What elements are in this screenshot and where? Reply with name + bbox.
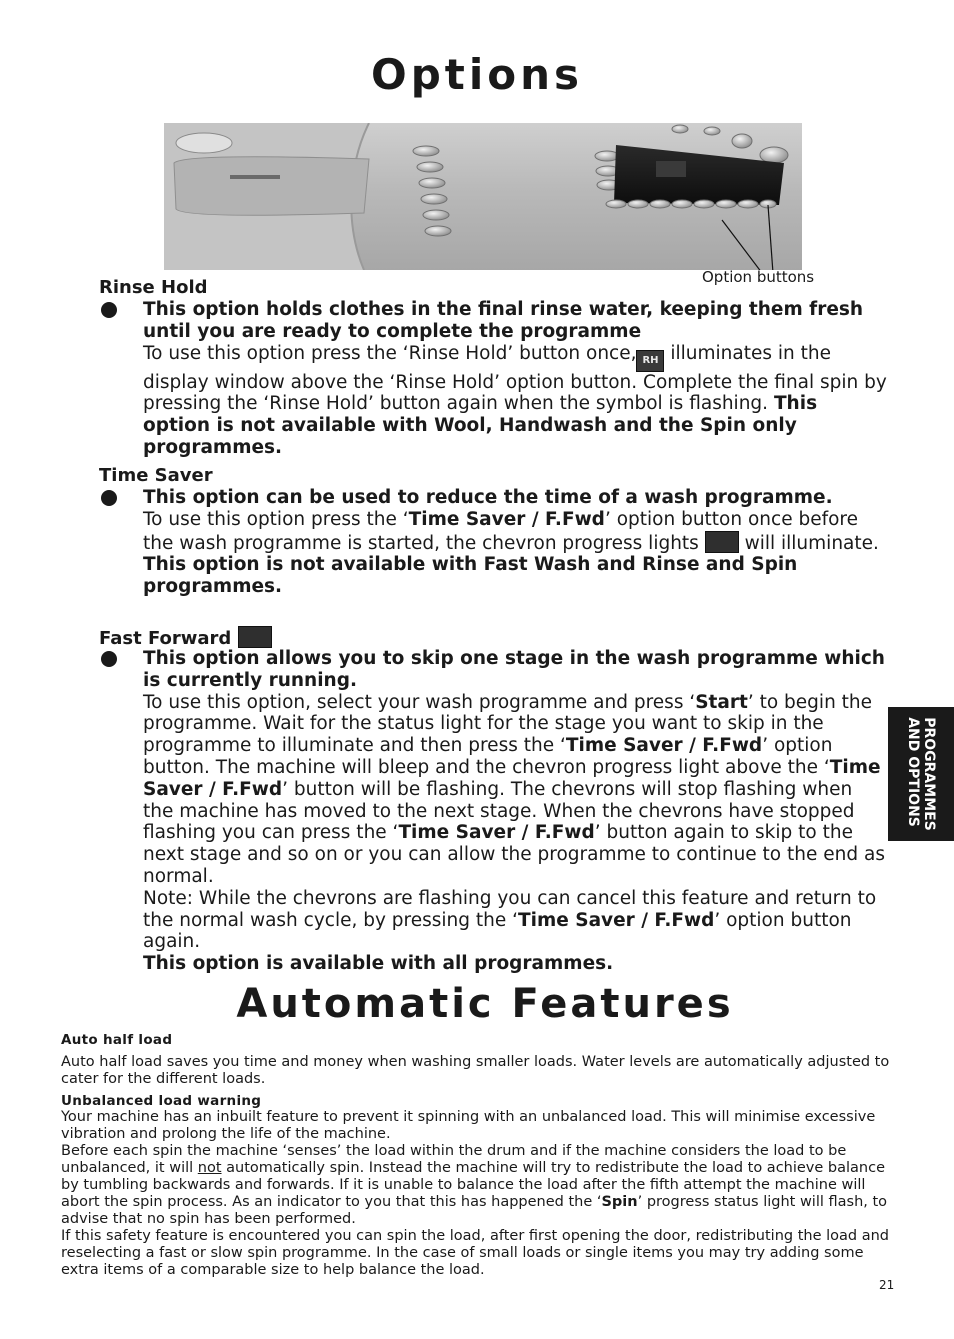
time-saver-body-2: ’ option button once before the wash programme is started, the chevron progress lights [143, 508, 858, 554]
rinse-hold-body-1: To use this option press the ‘Rinse Hold’ button once, [143, 342, 637, 364]
time-saver-text [143, 487, 888, 598]
fast-forward-t1: To use this option, select your wash programme and press ‘ [143, 691, 696, 713]
fast-forward-note-2: ’ option button again. [143, 909, 852, 953]
rinse-hold-body [143, 343, 888, 459]
fast-forward-heading-row [99, 626, 272, 650]
chevron-progress-icon [238, 626, 272, 648]
start-button-name: Start [695, 691, 748, 713]
control-panel-photo [164, 123, 802, 270]
chevron-progress-icon [705, 531, 739, 553]
time-saver-body-1: To use this option press the ‘ [143, 508, 409, 530]
time-saver-availability: This option is not available with Fast Wash and Rinse and Spin programmes. [143, 554, 798, 598]
fast-forward-t3: ’ option button. The machine will bleep and the chevron progress light above the ‘ [143, 735, 833, 778]
unbalanced-load-heading: Unbalanced load warning [61, 1093, 262, 1109]
fast-forward-t5: ’ button again to skip to the next stage and so on or you can allow the programme to continue to the end as normal. [143, 822, 885, 887]
unbalanced-p2 [61, 1143, 893, 1228]
time-saver-button-name: Time Saver / F.Fwd [408, 508, 605, 530]
time-saver-button-name: Time Saver / F.Fwd [518, 909, 715, 931]
figure-caption: Option buttons [702, 268, 815, 286]
bullet-icon [101, 490, 117, 506]
fast-forward-note [143, 888, 888, 953]
rinse-hold-heading: Rinse Hold [99, 277, 208, 298]
unbalanced-not: not [197, 1160, 222, 1176]
fast-forward-heading: Fast Forward [99, 628, 232, 649]
unbalanced-p2a: Before each spin the machine ‘senses’ the load within the drum and if the machine considers the load to be unbalanced, it will [61, 1143, 847, 1176]
bullet-icon [101, 651, 117, 667]
unbalanced-p2b: automatically spin. Instead the machine will try to redistribute the load to achieve balance by tumbling backwards and forwards. If it is unable to balance the load after the fifth attempt the machine will abort the spin process. As an indicator to you that this has happened the ‘ [61, 1160, 886, 1210]
bullet-icon [101, 302, 117, 318]
time-saver-button-name: Time Saver / F.Fwd [398, 822, 595, 844]
time-saver-button-name: Time Saver / F.Fwd [565, 735, 763, 757]
rinse-hold-text [143, 299, 888, 459]
rinse-hold-lead: This option holds clothes in the final rinse water, keeping them fresh until you are ready to complete the programme [143, 299, 864, 342]
page-title: Options [371, 50, 583, 99]
time-saver-lead: This option can be used to reduce the time of a wash programme. [143, 487, 833, 508]
auto-half-load-text [61, 1054, 893, 1088]
side-tab-label [905, 717, 937, 831]
automatic-features-title: Automatic Features [236, 981, 734, 1027]
fast-forward-text [143, 648, 888, 975]
washing-machine-panel-illustration [164, 123, 802, 270]
time-saver-body-3: will illuminate. [738, 532, 879, 554]
unbalanced-load-text [61, 1109, 893, 1279]
rinse-hold-body-2: illuminates in the display window above the ‘Rinse Hold’ option button. Complete the final spin by pressing the ‘Rinse Hold’ button again when the symbol is flashing. [143, 342, 887, 415]
fast-forward-availability: This option is available with all programmes. [143, 953, 614, 975]
page-number: 21 [879, 1278, 895, 1292]
rinse-hold-availability: This option is not available with Wool, Handwash and the Spin only programmes. [143, 393, 818, 458]
spin-status-name: Spin [601, 1194, 638, 1210]
fast-forward-t4: ’ button will be flashing. The chevrons will stop flashing when the machine has moved to the next stage. When the chevrons have stopped flashing you can press the ‘ [143, 778, 855, 844]
unbalanced-p2c: ’ progress status light will flash, to advise that no spin has been performed. [61, 1194, 888, 1227]
side-tab-line-1: PROGRAMMES [921, 717, 937, 831]
side-tab-line-2: AND OPTIONS [905, 717, 921, 827]
fast-forward-t2: ’ to begin the programme. Wait for the status light for the stage you want to skip in the programme to illuminate and then press the ‘ [143, 691, 873, 757]
time-saver-body [143, 509, 888, 555]
rinse-hold-symbol-icon: RH [636, 350, 664, 372]
auto-half-load-heading: Auto half load [61, 1032, 173, 1048]
unbalanced-p3: If this safety feature is encountered you can spin the load, after first opening the door, redistributing the load and reselecting a fast or slow spin programme. In the case of small loads or single items you may try adding some extra items of a comparable size to help balance the load. [61, 1228, 890, 1278]
fast-forward-note-1: Note: While the chevrons are flashing you can cancel this feature and return to the normal wash cycle, by pressing the ‘ [143, 887, 877, 931]
auto-half-load-body: Auto half load saves you time and money when washing smaller loads. Water levels are automatically adjusted to cater for the different loads. [61, 1054, 890, 1087]
section-side-tab [888, 707, 954, 841]
fast-forward-lead: This option allows you to skip one stage in the wash programme which is currently running. [143, 648, 885, 691]
fast-forward-body [143, 692, 888, 888]
unbalanced-p1: Your machine has an inbuilt feature to prevent it spinning with an unbalanced load. This will minimise excessive vibration and prolong the life of the machine. [61, 1109, 876, 1142]
time-saver-heading: Time Saver [99, 465, 213, 486]
time-saver-button-name: Time Saver / F.Fwd [143, 756, 881, 800]
